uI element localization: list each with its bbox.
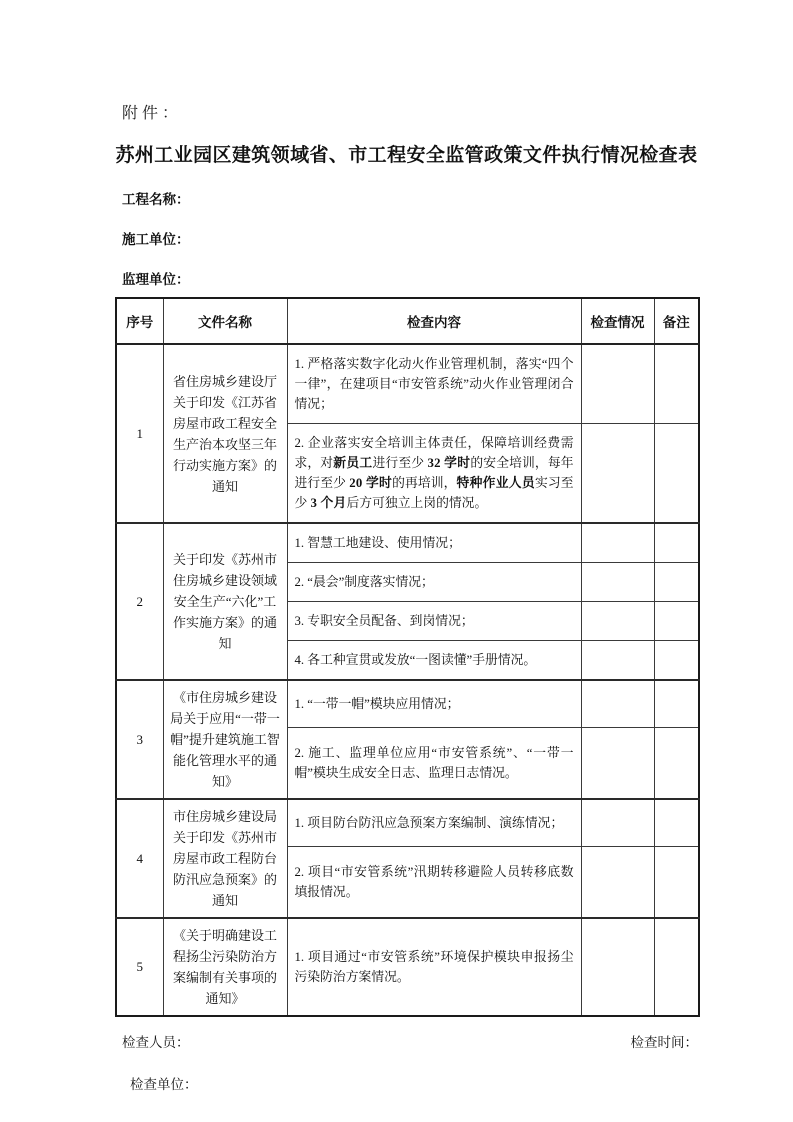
row-number-cell: 3	[116, 680, 163, 799]
content-text: 后方可独立上岗的情况。	[346, 496, 488, 510]
row-number-cell: 2	[116, 523, 163, 680]
content-text: 的再培训，	[392, 476, 457, 490]
inspection-status-cell	[581, 523, 654, 563]
inspection-content-cell	[287, 641, 581, 681]
content-text: 1. 项目防台防汛应急预案方案编制、演练情况；	[294, 815, 564, 830]
remark-cell	[654, 918, 699, 1016]
page-title: 苏州工业园区建筑领域省、市工程安全监管政策文件执行情况检查表	[115, 145, 698, 166]
inspection-status-cell	[581, 846, 654, 918]
inspection-status-cell	[581, 344, 654, 424]
content-text: 2. 项目“市安管系统”汛期转移避险人员转移底数填报情况。	[294, 864, 574, 899]
document-name-cell: 《市住房城乡建设局关于应用“一带一帽”提升建筑施工智能化管理水平的通知》	[163, 680, 287, 799]
table-row	[116, 523, 699, 563]
inspection-status-cell	[581, 563, 654, 602]
inspection-time-label: 检查时间：	[630, 1035, 698, 1050]
content-text: 1. “一带一帽”模块应用情况；	[294, 696, 460, 711]
document-name-cell: 《关于明确建设工程扬尘污染防治方案编制有关事项的通知》	[163, 918, 287, 1016]
attachment-label: 附件：	[122, 105, 183, 122]
inspection-status-cell	[581, 918, 654, 1016]
inspection-status-cell	[581, 727, 654, 799]
table-row	[116, 799, 699, 846]
remark-cell	[654, 680, 699, 727]
inspection-table	[115, 297, 700, 1017]
inspection-status-cell	[581, 602, 654, 641]
inspection-content-cell	[287, 680, 581, 727]
column-header-remark: 备注	[654, 298, 699, 344]
column-header-doc: 文件名称	[163, 298, 287, 344]
inspection-content-cell	[287, 523, 581, 563]
inspection-content-cell	[287, 918, 581, 1016]
content-text: 实习至少	[294, 476, 574, 510]
document-name-cell: 关于印发《苏州市住房城乡建设领域安全生产“六化”工作实施方案》的通知	[163, 523, 287, 680]
inspection-status-cell	[581, 799, 654, 846]
content-text: 的安全培训，每年进行至少	[294, 456, 574, 490]
inspection-unit-label: 检查单位：	[130, 1077, 198, 1092]
document-name-cell: 市住房城乡建设局关于印发《苏州市房屋市政工程防台防汛应急预案》的通知	[163, 799, 287, 918]
remark-cell	[654, 641, 699, 681]
content-text: 3. 专职安全员配备、到岗情况；	[294, 614, 474, 628]
inspection-content-cell	[287, 563, 581, 602]
inspection-content-cell	[287, 602, 581, 641]
remark-cell	[654, 799, 699, 846]
table-header-row	[116, 298, 699, 344]
content-text: 进行至少	[372, 456, 428, 470]
inspector-label: 检查人员：	[122, 1035, 190, 1050]
project-name-label: 工程名称：	[122, 192, 190, 207]
document-name-cell: 省住房城乡建设厅关于印发《江苏省房屋市政工程安全生产治本攻坚三年行动实施方案》的通知	[163, 344, 287, 523]
remark-cell	[654, 523, 699, 563]
inspection-content-cell	[287, 727, 581, 799]
remark-cell	[654, 344, 699, 424]
remark-cell	[654, 602, 699, 641]
row-number-cell: 5	[116, 918, 163, 1016]
column-header-content: 检查内容	[287, 298, 581, 344]
row-number-cell: 4	[116, 799, 163, 918]
footer-line	[115, 1031, 698, 1051]
content-text-bold: 32 学时	[427, 456, 471, 470]
table-header	[116, 298, 699, 344]
content-text: 2. 施工、监理单位应用“市安管系统”、“一带一帽”模块生成安全日志、监理日志情况。	[294, 745, 574, 780]
content-text: 2. 企业落实安全培训主体责任，保障培训经费需求，对	[294, 436, 574, 470]
content-text: 1. 严格落实数字化动火作业管理机制，落实“四个一律”，在建项目“市安管系统”动火作业管理闭合情况；	[294, 357, 574, 411]
table-row	[116, 344, 699, 424]
contractor-label: 施工单位：	[122, 232, 190, 247]
remark-cell	[654, 727, 699, 799]
row-number-cell: 1	[116, 344, 163, 523]
table-row	[116, 918, 699, 1016]
content-text-bold: 特种作业人员	[456, 476, 535, 490]
remark-cell	[654, 424, 699, 524]
remark-cell	[654, 846, 699, 918]
inspection-status-cell	[581, 680, 654, 727]
content-text: 1. 智慧工地建设、使用情况；	[294, 536, 461, 550]
supervisor-label: 监理单位：	[122, 272, 190, 287]
inspection-status-cell	[581, 641, 654, 681]
inspection-status-cell	[581, 424, 654, 524]
table-row	[116, 680, 699, 727]
table-body	[116, 344, 699, 1016]
column-header-status: 检查情况	[581, 298, 654, 344]
content-text: 4. 各工种宣贯或发放“一图读懂”手册情况。	[294, 653, 537, 667]
inspection-content-cell	[287, 799, 581, 846]
content-text-bold: 3 个月	[310, 496, 347, 510]
column-header-no: 序号	[116, 298, 163, 344]
content-text-bold: 新员工	[333, 456, 373, 470]
content-text-bold: 20 学时	[349, 476, 393, 490]
inspection-content-cell	[287, 344, 581, 424]
inspection-content-cell	[287, 846, 581, 918]
document-content	[115, 0, 698, 1093]
remark-cell	[654, 563, 699, 602]
content-text: 2. “晨会”制度落实情况；	[294, 575, 434, 589]
content-text: 1. 项目通过“市安管系统”环境保护模块申报扬尘污染防治方案情况。	[294, 950, 574, 984]
inspection-content-cell	[287, 424, 581, 524]
